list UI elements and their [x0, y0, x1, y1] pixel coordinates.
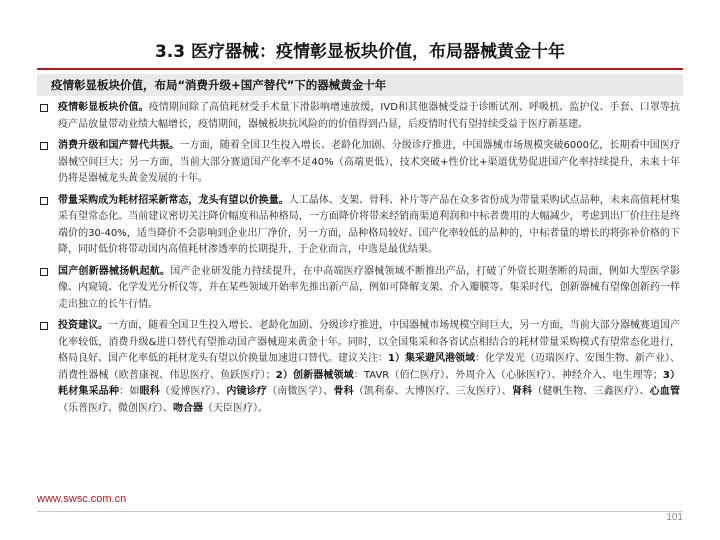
- footer-website-link[interactable]: www.swsc.com.cn: [37, 493, 127, 505]
- rec-label: 1）集采避风港领域: [388, 353, 475, 364]
- bullet-heading: 投资建议。: [58, 320, 109, 331]
- rec-label: 2）创新器械领域: [275, 369, 354, 381]
- rec-text: （天臣医疗）。: [203, 402, 268, 414]
- bullet-heading: 消费升级和国产替代共振。: [58, 140, 180, 151]
- bullet-body: 疫情期间除了高值耗材受手术量下滑影响增速放缓，IVD和其他器械受益于诊断试剂、呼吸机、监护仪、手套、口罩等抗疫产品放量带动业绩大幅增长，疫情期间，器械板块抗风险的的价值得到凸显，后疫情时代有望持续受益于医疗新基建。: [58, 102, 681, 130]
- rec-text: ：TAVR（佰仁医疗）、外周介入（心脉医疗）、神经介入、电生理等；: [353, 369, 663, 381]
- bullet-list: [40, 100, 680, 422]
- rec-text: （南微医学）、: [267, 386, 334, 397]
- rec-label: 吻合器: [173, 402, 203, 414]
- bullet-heading: 国产创新器械扬帆起航。: [58, 265, 171, 277]
- bullet-item: [40, 100, 680, 133]
- rec-label: 3）耗材集采品种: [58, 369, 680, 397]
- bullet-item: [40, 138, 680, 188]
- footer-divider: [37, 511, 683, 512]
- bullet-item: [40, 264, 680, 314]
- square-bullet-icon: [40, 197, 48, 205]
- bullet-body: 一方面，随着全国卫生投入增长、老龄化加剧、分级诊疗推进，中国器械市场规模突破6000亿，长期看中国医疗器械空间巨大；另一方面，当前大部分赛道国产化率不足40%（高端更低），技术突破+性价比+渠道优势促进国产化率持续提升，未来十年仍将是器械龙头黄金发展的十年。: [58, 140, 681, 184]
- square-bullet-icon: [40, 104, 48, 112]
- square-bullet-icon: [40, 268, 48, 276]
- rec-label: 内镜诊疗: [226, 386, 268, 397]
- bullet-text: [58, 193, 680, 259]
- bullet-item: [40, 193, 680, 259]
- bullet-text: [58, 264, 680, 314]
- bullet-text: [58, 138, 680, 188]
- bullet-item: [40, 318, 680, 417]
- bullet-heading: 疫情彰显板块价值。: [58, 102, 149, 113]
- bullet-body: 国产企业研发能力持续提升，在中高端医疗器械领域不断推出产品，打破了外资长期垄断的局面，例如大型医学影像、内窥镜、化学发光分析仪等，并在某些领域开始率先推出新产品，例如可降解支架、介入瓣膜等。集采时代，创新器械有望像创新药一样走出独立的长牛行情。: [58, 265, 681, 310]
- page-number: 101: [666, 512, 683, 523]
- bullet-body: 人工晶体、支架、骨科、补片等产品在众多省份成为带量采购试点品种，未来高值耗材集采有望常态化。当前建议密切关注降价幅度和品种格局，一方面降价将带来经销商渠道利润和中标者费用的大幅减少，考虑到出厂价往往是终端价的30-40%，适当降价不会影响到企业出厂净价，另一方面，品种格局较好、国产化率较低的品种的，中标者量的增长的将弥补价格的下降，同时低价将带动国内高值耗材渗透率的长期提升，于企业而言，中选是最优结果。: [58, 194, 681, 255]
- square-bullet-icon: [40, 142, 48, 150]
- title-divider: [37, 68, 683, 70]
- bullet-text: [58, 100, 680, 133]
- rec-label: 眼科: [139, 386, 160, 397]
- rec-text: （健帆生物、三鑫医疗）、: [532, 386, 650, 397]
- square-bullet-icon: [40, 322, 48, 330]
- section-subtitle: 疫情彰显板块价值，布局“消费升级+国产替代”下的器械黄金十年: [37, 74, 683, 96]
- rec-text: （凯利泰、大博医疗、三友医疗）、: [353, 386, 512, 397]
- bullet-body: 一方面，随着全国卫生投入增长、老龄化加剧、分级诊疗推进，中国器械市场规模空间巨大，另一方面，当前大部分器械赛道国产化率较低，消费升级&进口替代有望推动国产器械迎来黄金十年。同时，以全国集采和各省试点相结合的耗材带量采购模式有望常态化进行，格局良好、国产化率低的耗材龙头有望以价换量加速进口替代。建议关注：: [58, 320, 681, 364]
- rec-label: 肾科: [511, 386, 533, 397]
- rec-text: （乐普医疗、微创医疗）、: [58, 402, 173, 414]
- bullet-text: [58, 318, 680, 417]
- rec-text: ：化学发光（迈瑞医疗、安图生物、新产业）、消费性器械（欧普康视、伟思医疗、鱼跃医疗）；: [58, 353, 681, 381]
- rec-text: （爱博医疗）、: [159, 386, 227, 397]
- rec-label: 骨科: [333, 386, 354, 397]
- rec-label: 心血管: [649, 386, 681, 397]
- page-title: 3.3 医疗器械：疫情彰显板块价值，布局器械黄金十年: [154, 42, 566, 62]
- rec-text: ：如: [119, 386, 140, 397]
- bullet-heading: 带量采购成为耗材招采新常态，龙头有望以价换量。: [58, 194, 289, 206]
